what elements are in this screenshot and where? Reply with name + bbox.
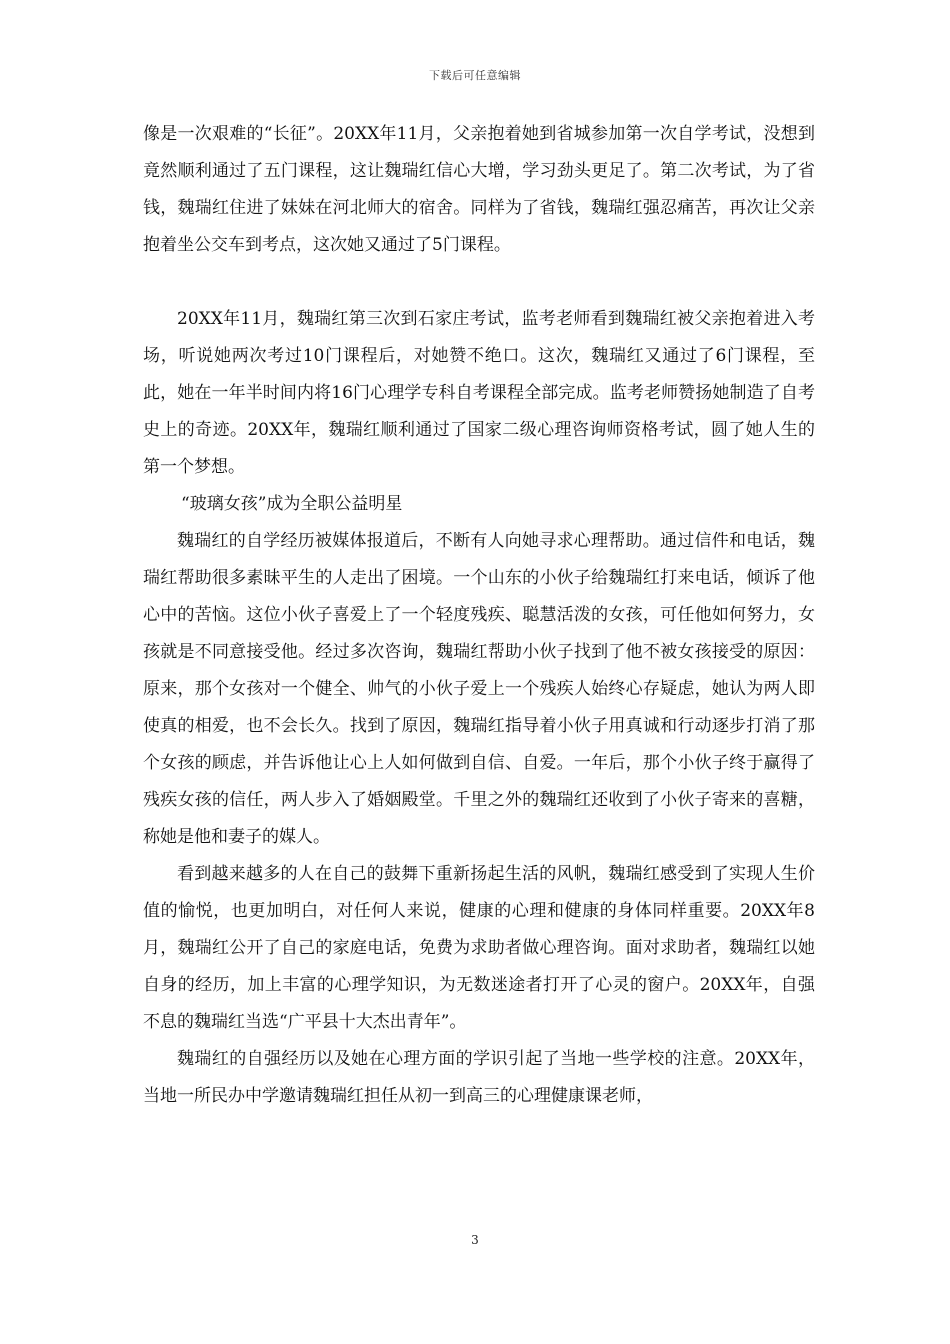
- paragraph-continuation: 像是一次艰难的“长征”。20XX年11月，父亲抱着她到省城参加第一次自学考试，没想到竟然顺利通过了五门课程，这让魏瑞红信心大增，学习劲头更足了。第二次考试，为了省钱，魏瑞红住进了妹妹在河北师大的宿舍。同样为了省钱，魏瑞红强忍痛苦，再次让父亲抱着坐公交车到考点，这次她又通过了5门课程。: [143, 124, 815, 255]
- page-header: 下载后可任意编辑: [429, 69, 521, 82]
- paragraph-counseling: 魏瑞红的自学经历被媒体报道后，不断有人向她寻求心理帮助。通过信件和电话，魏瑞红帮助很多素昧平生的人走出了困境。一个山东的小伙子给魏瑞红打来电话，倾诉了他心中的苦恼。这位小伙子喜爱上了一个轻度残疾、聪慧活泼的女孩，可任他如何努力，女孩就是不同意接受他。经过多次咨询，魏瑞红帮助小伙子找到了他不被女孩接受的原因：原来，那个女孩对一个健全、帅气的小伙子爱上一个残疾人始终心存疑虑，她认为两人即使真的相爱，也不会长久。找到了原因，魏瑞红指导着小伙子用真诚和行动逐步打消了那个女孩的顾虑，并告诉他让心上人如何做到自信、自爱。一年后，那个小伙子终于赢得了残疾女孩的信任，两人步入了婚姻殿堂。千里之外的魏瑞红还收到了小伙子寄来的喜糖，称她是他和妻子的媒人。: [143, 531, 815, 847]
- paragraph-exam: 20XX年11月，魏瑞红第三次到石家庄考试，监考老师看到魏瑞红被父亲抱着进入考场，听说她两次考过10门课程后，对她赞不绝口。这次，魏瑞红又通过了6门课程，至此，她在一年半时间内将16门心理学专科自考课程全部完成。监考老师赞扬她制造了自考史上的奇迹。20XX年，魏瑞红顺利通过了国家二级心理咨询师资格考试，圆了她人生的第一个梦想。: [143, 309, 815, 477]
- section-subheading: “玻璃女孩”成为全职公益明星: [181, 494, 403, 514]
- paragraph-hotline: 看到越来越多的人在自己的鼓舞下重新扬起生活的风帆，魏瑞红感受到了实现人生价值的愉悦，也更加明白，对任何人来说，健康的心理和健康的身体同样重要。20XX年8月，魏瑞红公开了自己的家庭电话，免费为求助者做心理咨询。面对求助者，魏瑞红以她自身的经历，加上丰富的心理学知识，为无数迷途者打开了心灵的窗户。20XX年，自强不息的魏瑞红当选“广平县十大杰出青年”。: [143, 864, 815, 1032]
- paragraph-teacher: 魏瑞红的自强经历以及她在心理方面的学识引起了当地一些学校的注意。20XX年，当地一所民办中学邀请魏瑞红担任从初一到高三的心理健康课老师，: [143, 1049, 815, 1106]
- document-body: [143, 116, 815, 1115]
- page-number: 3: [471, 1233, 479, 1247]
